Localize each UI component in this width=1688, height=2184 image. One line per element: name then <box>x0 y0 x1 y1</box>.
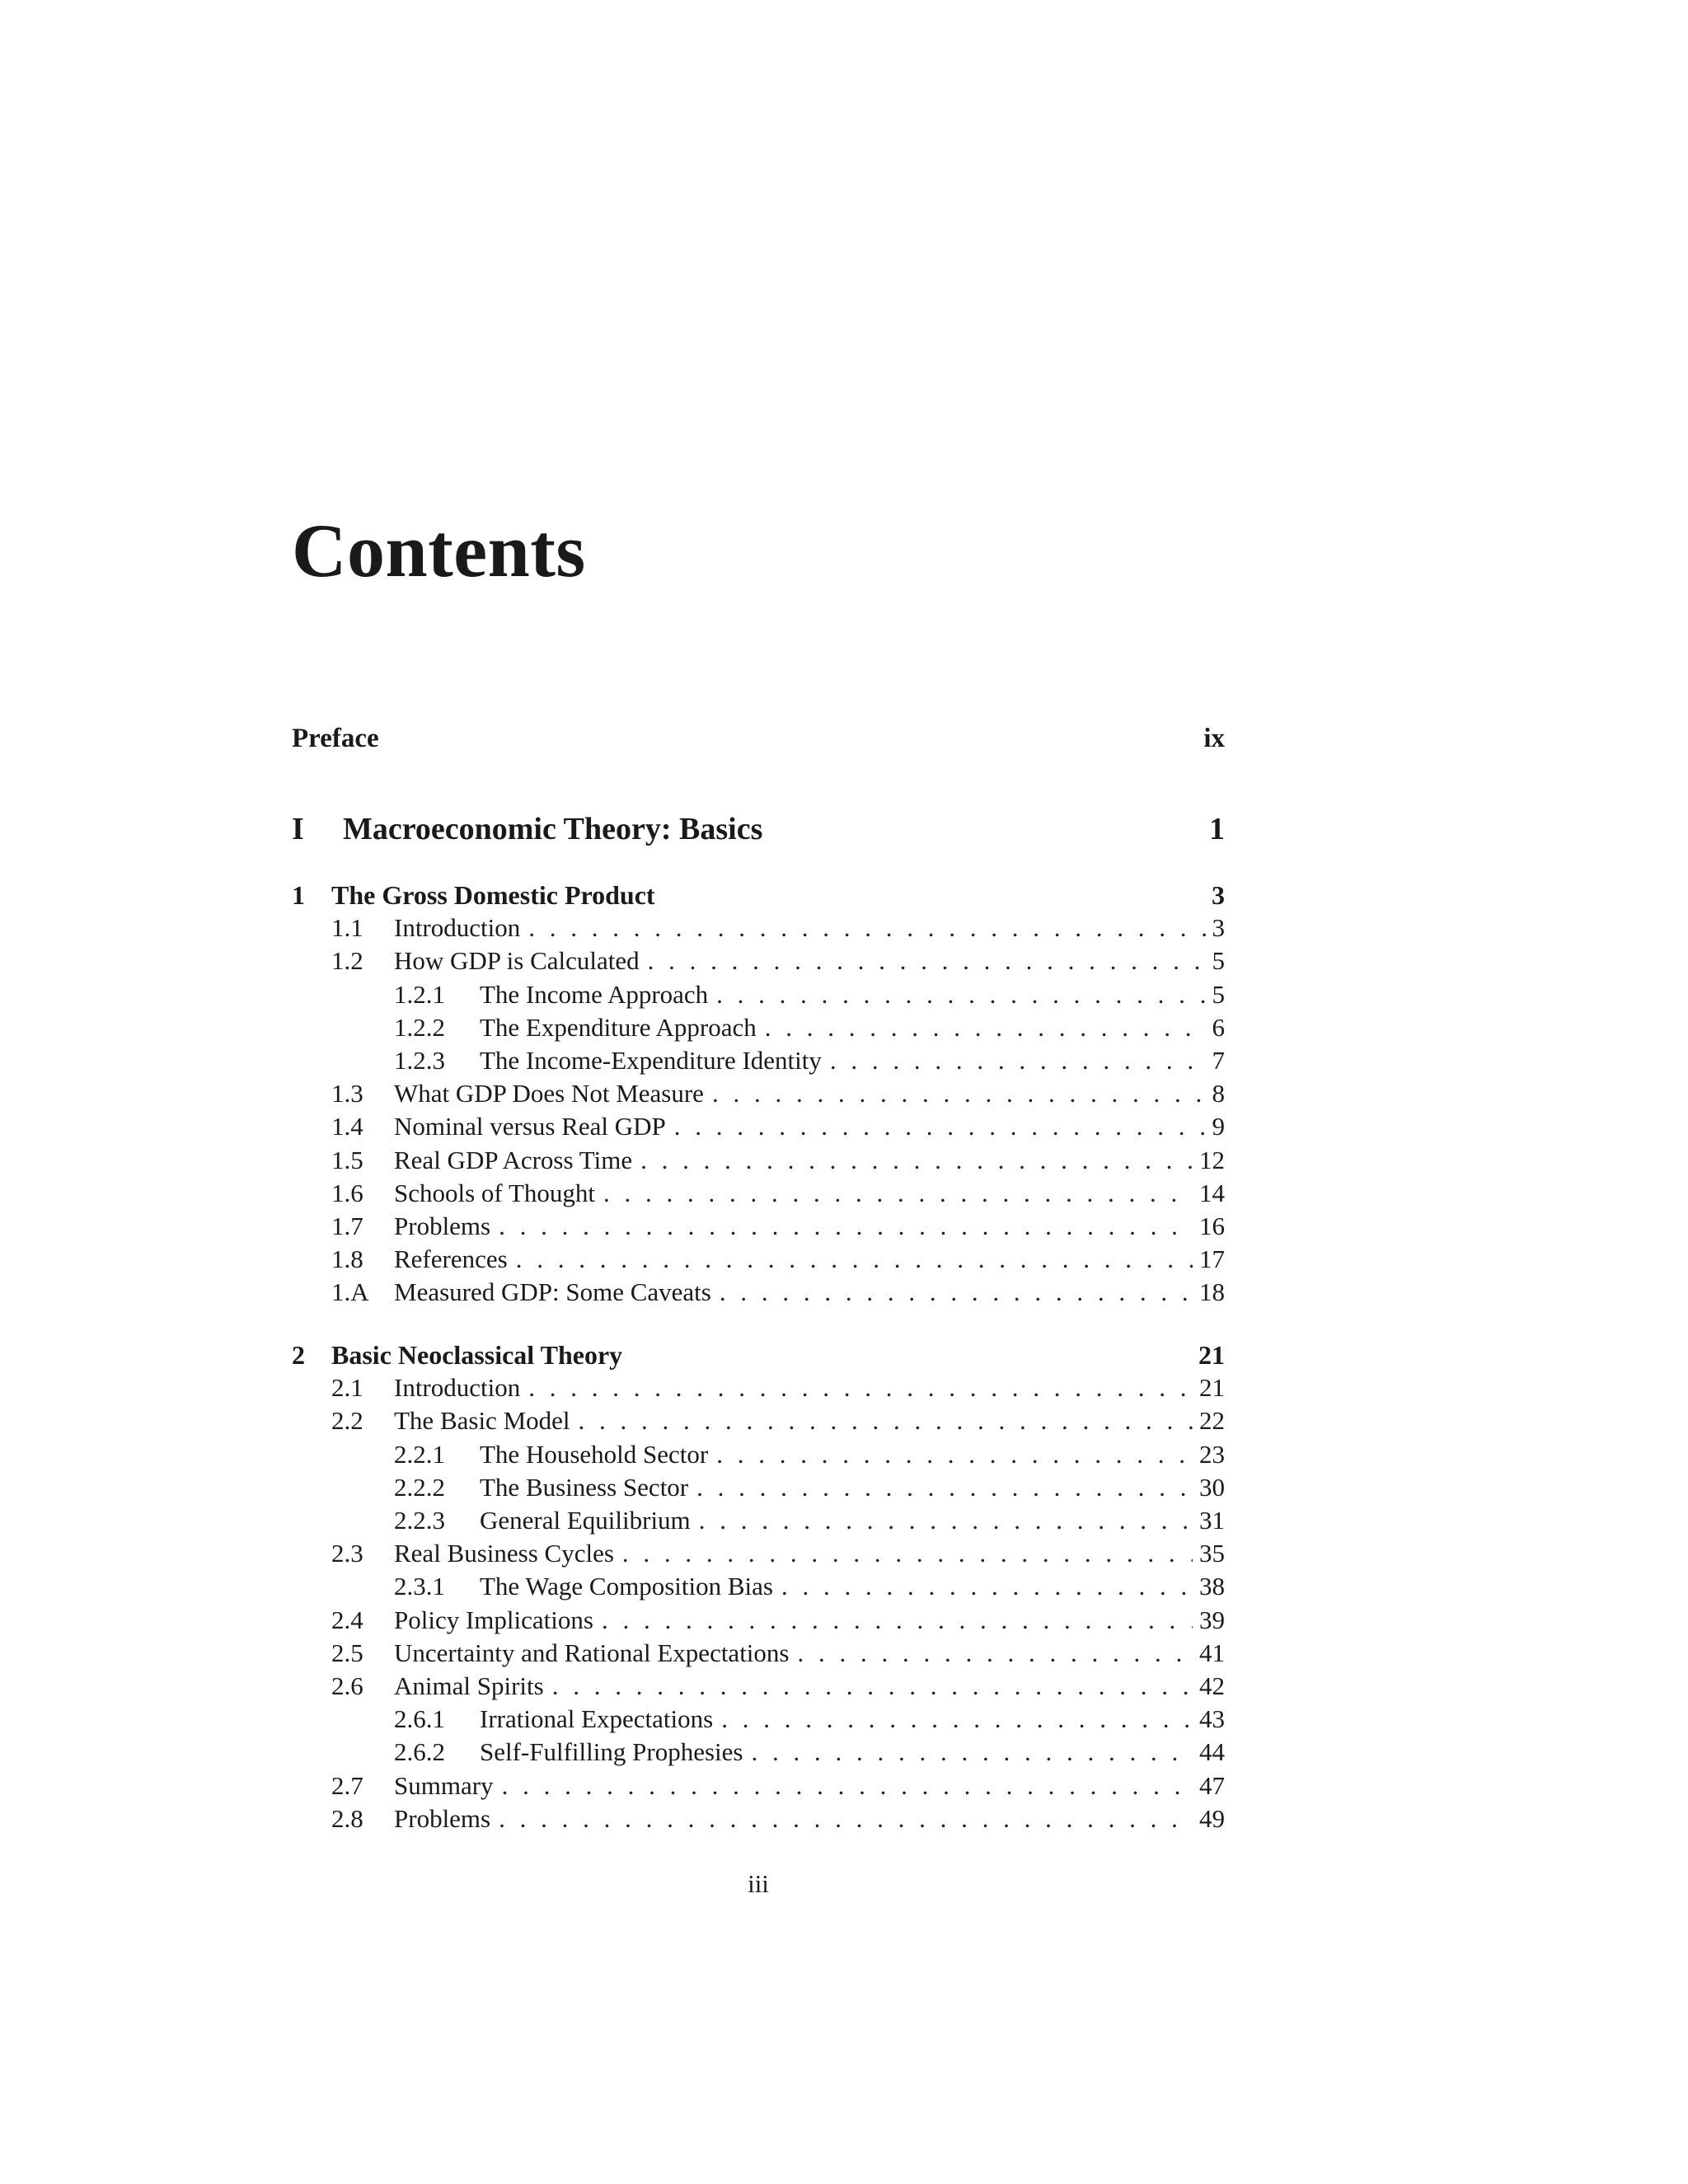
dot-leader <box>798 1638 1193 1668</box>
toc-entry-title: The Household Sector <box>480 1440 709 1469</box>
toc-entry-number: 2.2.1 <box>394 1440 445 1469</box>
toc-entry-page: 43 <box>1199 1704 1225 1733</box>
toc-entry-title: Problems <box>394 1212 491 1240</box>
toc-section[interactable] <box>292 1112 1225 1145</box>
toc-entry-title: Summary <box>394 1771 494 1800</box>
dot-leader <box>751 1737 1193 1767</box>
dot-leader <box>603 1179 1193 1208</box>
page-title: Contents <box>292 509 586 593</box>
toc-chapter-title: The Gross Domestic Product <box>331 880 655 910</box>
toc-entry-page: 38 <box>1199 1572 1225 1601</box>
toc-entry-title: The Income Approach <box>480 980 709 1009</box>
toc-entry-title: General Equilibrium <box>480 1506 691 1535</box>
toc-entry-page: 5 <box>1212 946 1225 975</box>
toc-entry-number: 2.7 <box>331 1771 363 1800</box>
toc-section[interactable] <box>292 1179 1225 1212</box>
toc-subsection[interactable] <box>292 980 1225 1013</box>
toc-entry-title: What GDP Does Not Measure <box>394 1079 704 1108</box>
toc-entry-title: Measured GDP: Some Caveats <box>394 1277 711 1306</box>
toc-entry-title: Animal Spirits <box>394 1671 544 1700</box>
toc-entry-title: The Business Sector <box>480 1473 689 1502</box>
toc-entry-number: 1.5 <box>331 1146 363 1174</box>
toc-subsection[interactable] <box>292 1473 1225 1506</box>
toc-entry-title: Real Business Cycles <box>394 1539 614 1568</box>
toc-section[interactable] <box>292 1605 1225 1638</box>
toc-entry-number: 2.2.3 <box>394 1506 445 1535</box>
dot-leader <box>528 1373 1193 1403</box>
toc-entry-page: 14 <box>1199 1179 1225 1207</box>
toc-entry-number: 2.6 <box>331 1671 363 1700</box>
toc-entry-number: 2.4 <box>331 1605 363 1634</box>
toc-entry-number: 1.2.1 <box>394 980 445 1009</box>
toc-entry-number: 2.5 <box>331 1638 363 1667</box>
dot-leader <box>552 1671 1193 1701</box>
toc-entry-number: 2.8 <box>331 1804 363 1833</box>
toc-entry-page: 22 <box>1199 1406 1225 1435</box>
toc-entry-page: 5 <box>1212 980 1225 1009</box>
toc-entry-title: Introduction <box>394 913 521 942</box>
page-number: iii <box>748 1869 769 1898</box>
toc-entry-number: 1.2.2 <box>394 1013 445 1042</box>
toc-chapter[interactable] <box>292 1340 1225 1373</box>
toc-entry-title: References <box>394 1244 508 1273</box>
toc-entry-title: How GDP is Calculated <box>394 946 640 975</box>
toc-section[interactable] <box>292 1539 1225 1572</box>
toc-chapter-page: 3 <box>1212 880 1225 910</box>
toc-entry-number: 1.A <box>331 1277 369 1306</box>
dot-leader <box>765 1013 1206 1043</box>
toc-entry-page: 17 <box>1199 1244 1225 1273</box>
toc-entry-page: 35 <box>1199 1539 1225 1568</box>
toc-entry-page: 44 <box>1199 1737 1225 1766</box>
toc-entry-number: 2.6.2 <box>394 1737 445 1766</box>
toc-entry-number: 1.6 <box>331 1179 363 1207</box>
toc-section[interactable] <box>292 1804 1225 1837</box>
toc-entry-page: 18 <box>1199 1277 1225 1306</box>
toc-entry-page: 12 <box>1199 1146 1225 1174</box>
toc-entry-page: 23 <box>1199 1440 1225 1469</box>
toc-part-page: 1 <box>1209 812 1225 846</box>
dot-leader <box>716 1440 1193 1469</box>
toc-section[interactable] <box>292 1373 1225 1406</box>
toc-entry-number: 1.2 <box>331 946 363 975</box>
dot-leader <box>699 1506 1193 1535</box>
toc-entry-title: The Income-Expenditure Identity <box>480 1046 822 1075</box>
toc-entry-number: 1.3 <box>331 1079 363 1108</box>
toc-chapter-number: 2 <box>292 1340 305 1370</box>
toc-entry-title: The Expenditure Approach <box>480 1013 757 1042</box>
toc-entry-title: Nominal versus Real GDP <box>394 1112 666 1141</box>
toc-entry-page: 41 <box>1199 1638 1225 1667</box>
toc-chapter-title: Basic Neoclassical Theory <box>331 1340 623 1370</box>
toc-entry-page: 6 <box>1212 1013 1225 1042</box>
toc-subsection[interactable] <box>292 1737 1225 1770</box>
toc-entry-number: 1.7 <box>331 1212 363 1240</box>
dot-leader <box>696 1473 1193 1502</box>
dot-leader <box>716 980 1205 1010</box>
toc-section[interactable] <box>292 1638 1225 1671</box>
toc-section[interactable] <box>292 1146 1225 1179</box>
dot-leader <box>602 1605 1193 1635</box>
toc-section[interactable] <box>292 1771 1225 1804</box>
toc-entry-page: 49 <box>1199 1804 1225 1833</box>
dot-leader <box>712 1079 1206 1108</box>
toc-entry-page: 30 <box>1199 1473 1225 1502</box>
toc-entry-number: 2.3 <box>331 1539 363 1568</box>
toc-entry-page: ix <box>1203 724 1225 753</box>
toc-subsection[interactable] <box>292 1013 1225 1046</box>
dot-leader <box>499 1804 1193 1834</box>
dot-leader <box>674 1112 1206 1141</box>
toc-part-title: Macroeconomic Theory: Basics <box>343 812 763 846</box>
toc-entry-page: 47 <box>1199 1771 1225 1800</box>
toc-section[interactable] <box>292 1406 1225 1439</box>
toc-part-number: I <box>292 812 304 846</box>
dot-leader <box>502 1771 1193 1801</box>
toc-entry-page: 9 <box>1212 1112 1225 1141</box>
toc-entry-title: Preface <box>292 724 379 753</box>
dot-leader <box>648 946 1206 976</box>
dot-leader <box>640 1146 1193 1175</box>
toc-entry-number: 2.3.1 <box>394 1572 445 1601</box>
dot-leader <box>528 913 1205 943</box>
toc-entry-title: The Basic Model <box>394 1406 570 1435</box>
toc-entry-number: 2.1 <box>331 1373 363 1402</box>
toc-entry-number: 2.2.2 <box>394 1473 445 1502</box>
toc-entry-title: Policy Implications <box>394 1605 593 1634</box>
toc-section[interactable] <box>292 913 1225 946</box>
toc-entry-title: The Wage Composition Bias <box>480 1572 773 1601</box>
toc-entry-title: Schools of Thought <box>394 1179 595 1207</box>
toc-entry-number: 1.8 <box>331 1244 363 1273</box>
toc-entry-title: Uncertainty and Rational Expectations <box>394 1638 790 1667</box>
toc-entry-page: 7 <box>1212 1046 1225 1075</box>
toc-entry-title: Real GDP Across Time <box>394 1146 633 1174</box>
toc-entry-title: Introduction <box>394 1373 521 1402</box>
dot-leader <box>830 1046 1206 1076</box>
toc-entry-number: 1.1 <box>331 913 363 942</box>
toc-entry-number: 2.2 <box>331 1406 363 1435</box>
dot-leader <box>721 1704 1193 1734</box>
toc-preface[interactable] <box>292 724 1225 757</box>
dot-leader <box>499 1212 1193 1241</box>
toc-section[interactable] <box>292 1079 1225 1112</box>
dot-leader <box>720 1277 1193 1307</box>
toc-section[interactable] <box>292 1212 1225 1244</box>
toc-entry-page: 39 <box>1199 1605 1225 1634</box>
dot-leader <box>781 1572 1193 1601</box>
toc-entry-page: 42 <box>1199 1671 1225 1700</box>
toc-entry-page: 3 <box>1212 913 1225 942</box>
toc-subsection[interactable] <box>292 1704 1225 1737</box>
toc-entry-page: 8 <box>1212 1079 1225 1108</box>
dot-leader <box>622 1539 1193 1568</box>
toc-chapter-page: 21 <box>1198 1340 1225 1370</box>
toc-entry-title: Problems <box>394 1804 491 1833</box>
toc-entry-title: Irrational Expectations <box>480 1704 714 1733</box>
toc-entry-page: 31 <box>1199 1506 1225 1535</box>
toc-section[interactable] <box>292 1671 1225 1704</box>
toc-subsection[interactable] <box>292 1440 1225 1473</box>
toc-entry-page: 21 <box>1199 1373 1225 1402</box>
toc-entry-title: Self-Fulfilling Prophesies <box>480 1737 743 1766</box>
toc-section[interactable] <box>292 946 1225 979</box>
toc-section[interactable] <box>292 1244 1225 1277</box>
toc-chapter-number: 1 <box>292 880 305 910</box>
dot-leader <box>579 1406 1193 1436</box>
toc-entry-number: 1.2.3 <box>394 1046 445 1075</box>
toc-subsection[interactable] <box>292 1572 1225 1605</box>
toc-entry-number: 2.6.1 <box>394 1704 445 1733</box>
toc-chapter[interactable] <box>292 880 1225 913</box>
toc-subsection[interactable] <box>292 1046 1225 1079</box>
dot-leader <box>516 1244 1193 1274</box>
toc-part[interactable] <box>292 811 1225 851</box>
toc-entry-page: 16 <box>1199 1212 1225 1240</box>
toc-subsection[interactable] <box>292 1506 1225 1539</box>
toc-section[interactable] <box>292 1277 1225 1310</box>
toc-entry-number: 1.4 <box>331 1112 363 1141</box>
